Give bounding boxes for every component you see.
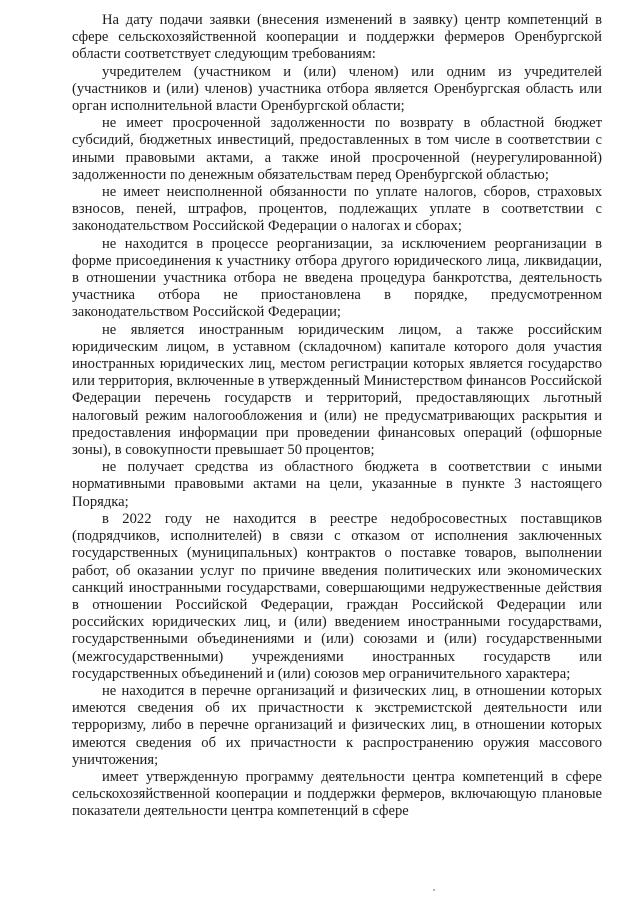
paragraph-founder-requirement: учредителем (участником и (или) членом) или одним из учредителей (участников и (или) членов) участника отбора является Оренбургская область или орган исполнительной власти Оренбургской области; bbox=[72, 63, 602, 115]
paragraph-not-foreign-entity: не является иностранным юридическим лицом, а также российским юридическим лицом, в уставном (складочном) капитале которого доля участия иностранных юридических лиц, местом регистрации которых является государство или территория, включенные в утвержденный Министерством финансов Российской Федерации перечень государств и территорий, предоставляющих льготный налоговый режим налогообложения и (или) не предусматривающих раскрытия и предоставления информации при проведении финансовых операций (офшорные зоны), в совокупности превышает 50 процентов; bbox=[72, 321, 602, 459]
document-body bbox=[72, 12, 602, 821]
paragraph-not-in-unfair-suppliers-registry: в 2022 году не находится в реестре недобросовестных поставщиков (подрядчиков, исполнителей) в связи с отказом от исполнения заключенных государственных (муниципальных) контрактов о поставке товаров, выполнении работ, об оказании услуг по причине введения политических или экономических санкций иностранными государствами, совершающими недружественные действия в отношении Российской Федерации, граждан Российской Федерации или российских юридических лиц, и (или) введением иностранными государствами, государственными объединениями и (или) союзами и (или) государственными (межгосударственными) учреждениями иностранных государств или государственных объединений и (или) союзов мер ограничительного характера; bbox=[72, 510, 602, 682]
scan-speck bbox=[433, 889, 435, 891]
paragraph-intro: На дату подачи заявки (внесения изменений в заявку) центр компетенций в сфере сельскохозяйственной кооперации и поддержки фермеров Оренбургской области соответствует следующим требованиям: bbox=[72, 12, 602, 63]
paragraph-no-budget-debt: не имеет просроченной задолженности по возврату в областной бюджет субсидий, бюджетных инвестиций, предоставленных в том числе в соответствии с иными правовыми актами, а также иной просроченной (неурегулированной) задолженности по денежным обязательствам перед Оренбургской областью; bbox=[72, 115, 602, 183]
paragraph-no-other-funding: не получает средства из областного бюджета в соответствии с иными нормативными правовыми актами на цели, указанные в пункте 3 настоящего Порядка; bbox=[72, 459, 602, 510]
paragraph-has-program: имеет утвержденную программу деятельности центра компетенций в сфере сельскохозяйственной кооперации и поддержки фермеров, включающую плановые показатели деятельности центра компетенций в сфере bbox=[72, 768, 602, 820]
paragraph-no-reorganization: не находится в процессе реорганизации, за исключением реорганизации в форме присоединения к участнику отбора другого юридического лица, ликвидации, в отношении участника отбора не введена процедура банкротства, деятельность участника отбора не приостановлена в порядке, предусмотренном законодательством Российской Федерации; bbox=[72, 235, 602, 321]
paragraph-not-in-extremism-list: не находится в перечне организаций и физических лиц, в отношении которых имеются сведения об их причастности к экстремистской деятельности или терроризму, либо в перечне организаций и физических лиц, в отношении которых имеются сведения об их причастности к распространению оружия массового уничтожения; bbox=[72, 682, 602, 768]
paragraph-no-tax-debt: не имеет неисполненной обязанности по уплате налогов, сборов, страховых взносов, пеней, штрафов, процентов, подлежащих уплате в соответствии с законодательством Российской Федерации о налогах и сборах; bbox=[72, 184, 602, 235]
